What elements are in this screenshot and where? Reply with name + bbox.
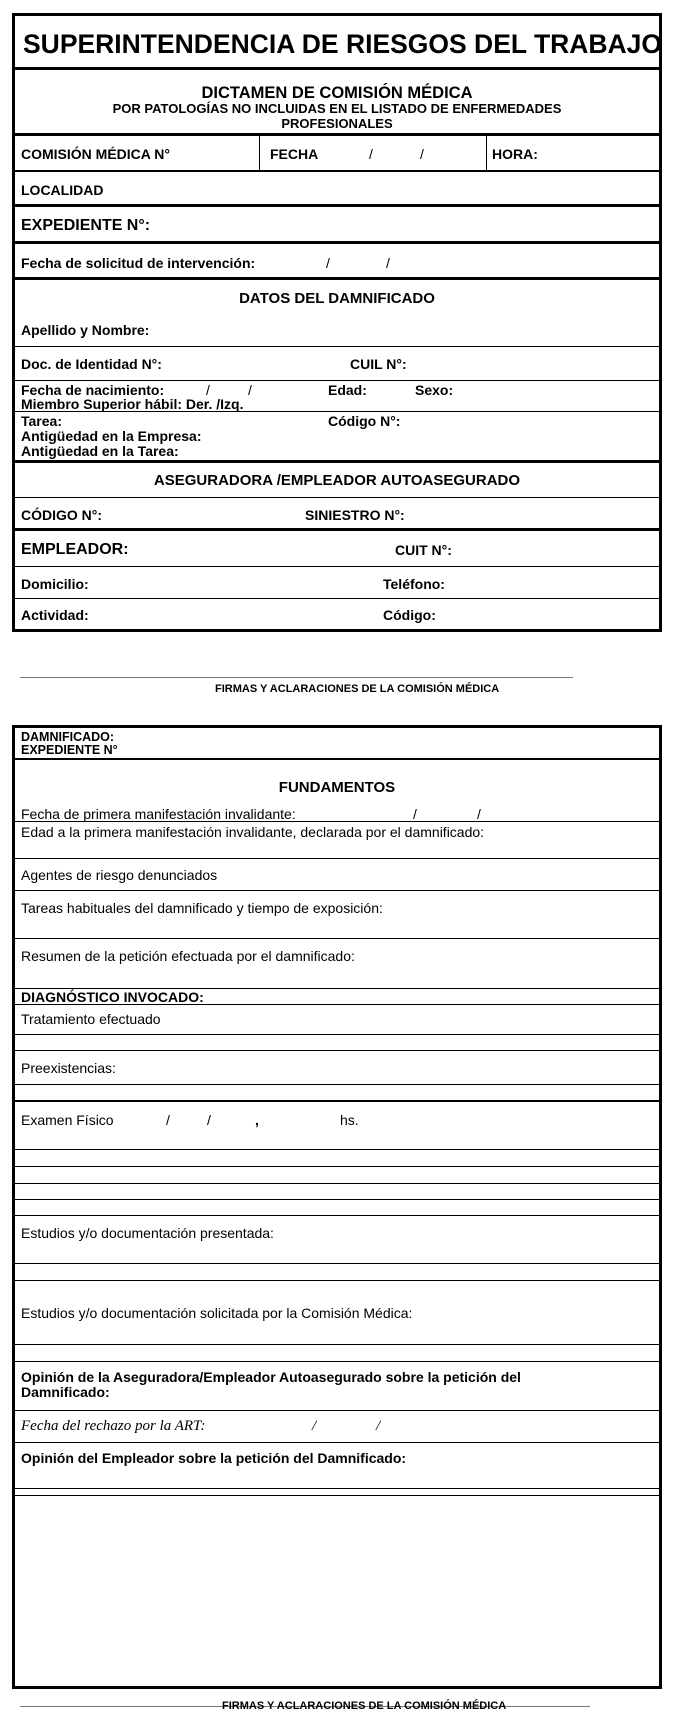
empleador-label: EMPLEADOR: xyxy=(21,541,129,558)
solicitud-slash: / xyxy=(326,255,330,271)
preexistencias-label: Preexistencias: xyxy=(21,1060,116,1076)
expediente-row xyxy=(15,207,659,244)
miembro-label: Miembro Superior hábil: Der. /Izq. xyxy=(21,396,244,412)
aseguradora-header-row xyxy=(15,463,659,498)
subtitle-line3: PROFESIONALES xyxy=(281,116,393,131)
damnificado-row xyxy=(15,728,659,760)
blank-line xyxy=(15,1200,659,1216)
examen-comma: , xyxy=(255,1112,259,1128)
fundamentos-header: FUNDAMENTOS xyxy=(278,779,396,796)
datos-section xyxy=(15,280,659,347)
resumen-label: Resumen de la petición efectuada por el damnificado: xyxy=(21,948,355,964)
blank-line xyxy=(15,1264,659,1281)
fecha-slash: / xyxy=(420,146,424,162)
form-dictamen xyxy=(12,13,662,632)
tratamiento-label: Tratamiento efectuado xyxy=(21,1011,161,1027)
tareas-row xyxy=(15,891,659,939)
localidad-row xyxy=(15,172,659,207)
fecha-rechazo-slash: / xyxy=(376,1418,381,1434)
blank-line xyxy=(15,1150,659,1167)
sexo-label: Sexo: xyxy=(415,382,454,398)
edad-primera-row xyxy=(15,822,659,859)
expediente-label: EXPEDIENTE N°: xyxy=(21,217,151,234)
telefono-label: Teléfono: xyxy=(383,576,445,592)
nacimiento-slash: / xyxy=(248,382,252,398)
codigo-tarea-label: Código N°: xyxy=(328,413,401,429)
tareas-label: Tareas habituales del damnificado y tiempo de exposición: xyxy=(21,900,383,916)
examen-row xyxy=(15,1102,659,1150)
primera-slash: / xyxy=(413,806,417,822)
opinion-empleador-row xyxy=(15,1443,659,1489)
estudios-presentados-label: Estudios y/o documentación presentada: xyxy=(21,1225,274,1241)
edad-primera-label: Edad a la primera manifestación invalidante, declarada por el damnificado: xyxy=(21,824,485,840)
aseguradora-header: ASEGURADORA /EMPLEADOR AUTOASEGURADO xyxy=(153,472,521,489)
preexistencias-row xyxy=(15,1051,659,1085)
examen-hs: hs. xyxy=(340,1112,359,1128)
primera-slash: / xyxy=(477,806,481,822)
opinion-aseguradora-row xyxy=(15,1362,659,1411)
siniestro-label: SINIESTRO N°: xyxy=(305,507,405,523)
title-row xyxy=(15,16,663,70)
documento-label: Doc. de Identidad N°: xyxy=(21,356,162,372)
tarea-label: Tarea: xyxy=(21,413,62,429)
divider xyxy=(486,136,487,170)
tratamiento-row xyxy=(15,1005,659,1035)
hora-label: HORA: xyxy=(492,146,538,162)
blank-line xyxy=(15,1035,659,1051)
estudios-presentados-row xyxy=(15,1216,659,1264)
fundamentos-section xyxy=(15,760,659,822)
opinion-aseguradora-label-2: Damnificado: xyxy=(21,1384,110,1400)
datos-header: DATOS DEL DAMNIFICADO xyxy=(239,290,435,307)
localidad-label: LOCALIDAD xyxy=(21,182,104,198)
agentes-label: Agentes de riesgo denunciados xyxy=(21,867,218,883)
apellido-label: Apellido y Nombre: xyxy=(21,322,150,338)
primera-manifestacion-label: Fecha de primera manifestación invalidante: xyxy=(21,806,296,822)
nacimiento-row xyxy=(15,381,659,412)
agentes-row xyxy=(15,859,659,891)
examen-slash: / xyxy=(207,1112,211,1128)
blank-line xyxy=(15,1085,659,1102)
edad-label: Edad: xyxy=(328,382,367,398)
examen-slash: / xyxy=(166,1112,170,1128)
blank-line xyxy=(15,1167,659,1184)
solicitud-row xyxy=(15,244,659,280)
tarea-row xyxy=(15,412,659,463)
cuit-label: CUIT N°: xyxy=(395,542,452,558)
comision-row xyxy=(15,136,659,172)
nacimiento-label: Fecha de nacimiento: xyxy=(21,382,165,398)
diagnostico-row xyxy=(15,989,659,1005)
form-title: SUPERINTENDENCIA DE RIESGOS DEL TRABAJO xyxy=(23,29,663,59)
actividad-label: Actividad: xyxy=(21,607,89,623)
blank-line xyxy=(15,1489,659,1496)
nacimiento-slash: / xyxy=(206,382,210,398)
fecha-rechazo-label: Fecha del rechazo por la ART: xyxy=(21,1418,206,1434)
codigo2-label: Código: xyxy=(383,607,436,623)
opinion-aseguradora-label: Opinión de la Aseguradora/Empleador Autoasegurado sobre la petición del xyxy=(21,1369,521,1385)
subtitle-row xyxy=(15,70,659,136)
comision-label: COMISIÓN MÉDICA N° xyxy=(21,146,170,162)
examen-label: Examen Físico xyxy=(21,1112,114,1128)
antiguedad-empresa-label: Antigüedad en la Empresa: xyxy=(21,428,202,444)
subtitle-main: DICTAMEN DE COMISIÓN MÉDICA xyxy=(201,84,473,102)
expediente-label: EXPEDIENTE N° xyxy=(21,743,118,757)
fecha-label: FECHA xyxy=(270,146,319,162)
diagnostico-label: DIAGNÓSTICO INVOCADO: xyxy=(21,989,204,1005)
documento-row xyxy=(15,347,659,381)
fecha-rechazo-slash: / xyxy=(312,1418,317,1434)
form-fundamentos xyxy=(12,725,662,1689)
empleador-row xyxy=(15,531,659,567)
blank-line xyxy=(15,1184,659,1200)
signature-caption: FIRMAS Y ACLARACIONES DE LA COMISIÓN MÉDICA xyxy=(222,1700,507,1712)
resumen-row xyxy=(15,939,659,989)
solicitud-slash: / xyxy=(386,255,390,271)
fecha-rechazo-row xyxy=(15,1411,659,1443)
subtitle-line2: POR PATOLOGÍAS NO INCLUIDAS EN EL LISTADO DE ENFERMEDADES xyxy=(112,101,562,116)
actividad-row xyxy=(15,599,659,629)
divider xyxy=(259,136,260,170)
domicilio-label: Domicilio: xyxy=(21,576,89,592)
signature-line xyxy=(20,677,573,678)
blank-line xyxy=(15,1345,659,1362)
fecha-slash: / xyxy=(369,146,373,162)
damnificado-label: DAMNIFICADO: xyxy=(21,730,115,744)
domicilio-row xyxy=(15,567,659,599)
antiguedad-tarea-label: Antigüedad en la Tarea: xyxy=(21,443,179,459)
solicitud-label: Fecha de solicitud de intervención: xyxy=(21,255,256,271)
signature-caption: FIRMAS Y ACLARACIONES DE LA COMISIÓN MÉDICA xyxy=(215,683,500,695)
codigo-row xyxy=(15,498,659,531)
cuil-label: CUIL N°: xyxy=(350,356,407,372)
estudios-solicitados-label: Estudios y/o documentación solicitada por la Comisión Médica: xyxy=(21,1305,413,1321)
opinion-empleador-label: Opinión del Empleador sobre la petición del Damnificado: xyxy=(21,1450,407,1466)
estudios-solicitados-row xyxy=(15,1281,659,1345)
codigo-label: CÓDIGO N°: xyxy=(21,507,103,523)
